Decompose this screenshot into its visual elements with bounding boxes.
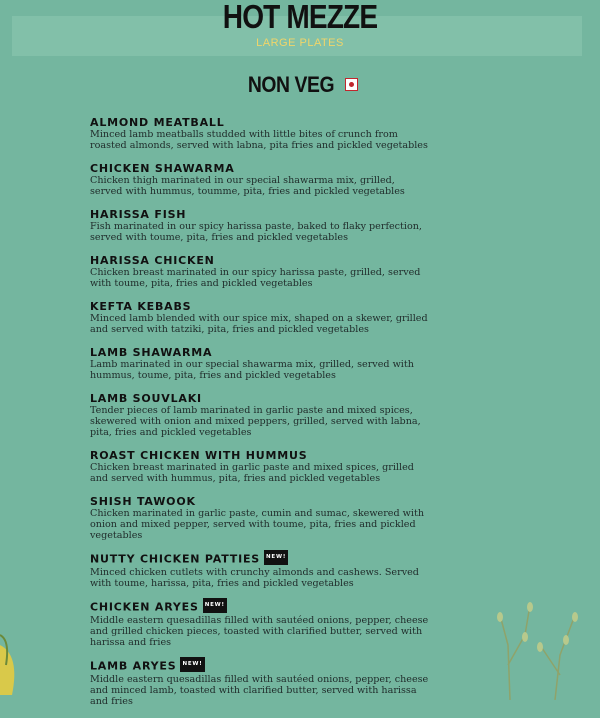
menu-item-description: Minced chicken cutlets with crunchy almonds and cashews. Served with toume, harissa, pita, fries and pickled vegetables [90, 567, 419, 589]
menu-item-description: Chicken breast marinated in our spicy harissa paste, grilled, served with toume, pita, fries and pickled vegetables [90, 267, 421, 289]
menu-item-description: Fish marinated in our spicy harissa paste, baked to flaky perfection, served with toume, pita, fries and pickled vegetables [90, 221, 422, 243]
menu-item [90, 254, 430, 289]
menu-item-name [90, 346, 430, 359]
new-badge: NEW! [180, 657, 204, 672]
menu-item [90, 162, 430, 197]
menu-item-name-text: KEFTA KEBABS [90, 300, 192, 313]
leaf-decoration-icon [0, 625, 30, 700]
menu-item-description: Tender pieces of lamb marinated in garlic paste and mixed spices, skewered with onion and mixed peppers, grilled, served with labna, pita, fries and pickled vegetables [90, 405, 421, 438]
menu-item-name-text: HARISSA FISH [90, 208, 187, 221]
menu-item-name-text: LAMB SOUVLAKI [90, 392, 202, 405]
menu-item-name-text: CHICKEN ARYES [90, 600, 199, 614]
menu-item [90, 208, 430, 243]
menu-item-name [90, 162, 430, 175]
menu-item-name [90, 116, 430, 129]
menu-item-description: Minced lamb blended with our spice mix, shaped on a skewer, grilled and served with tatziki, pita, fries and pickled vegetables [90, 313, 428, 335]
menu-item [90, 449, 430, 484]
menu-item-description: Chicken breast marinated in garlic paste and mixed spices, grilled and served with hummus, pita, fries and pickled vegetables [90, 462, 414, 484]
page-title: HOT MEZZE [222, 0, 378, 35]
section-heading [0, 72, 600, 98]
menu-item-description: Middle eastern quesadillas filled with sautéed onions, pepper, cheese and grilled chicken pieces, toasted with clarified butter, served with harissa and fries [90, 615, 429, 648]
menu-item-name [90, 254, 430, 267]
menu-item-name [90, 495, 430, 508]
menu-item-name [90, 552, 430, 567]
menu-item [90, 300, 430, 335]
menu-item-name [90, 392, 430, 405]
menu-item-name-text: ROAST CHICKEN WITH HUMMUS [90, 449, 308, 462]
menu-item-name [90, 449, 430, 462]
menu-item-description: Minced lamb meatballs studded with little bites of crunch from roasted almonds, served with labna, pita fries and pickled vegetables [90, 129, 428, 151]
menu-item-name [90, 300, 430, 313]
new-badge: NEW! [264, 550, 288, 565]
menu-item [90, 600, 430, 648]
menu-item [90, 116, 430, 151]
menu-item-name [90, 659, 430, 674]
menu-item [90, 495, 430, 541]
menu-item [90, 392, 430, 438]
menu-list [90, 116, 430, 718]
menu-item-name-text: LAMB ARYES [90, 659, 177, 673]
menu-item-description: Chicken marinated in garlic paste, cumin and sumac, skewered with onion and mixed pepper, served with toume, pita, fries and pickled vegetables [90, 508, 424, 541]
menu-item-description: Lamb marinated in our special shawarma mix, grilled, served with hummus, toume, pita, fries and pickled vegetables [90, 359, 414, 381]
menu-item-description: Chicken thigh marinated in our special shawarma mix, grilled, served with hummus, toumme, pita, fries and pickled vegetables [90, 175, 405, 197]
section-title: NON VEG [247, 72, 334, 97]
menu-item-name-text: CHICKEN SHAWARMA [90, 162, 235, 175]
new-badge: NEW! [203, 598, 227, 613]
menu-item-name-text: ALMOND MEATBALL [90, 116, 225, 129]
plant-decoration-icon [480, 585, 600, 700]
menu-item-name-text: HARISSA CHICKEN [90, 254, 215, 267]
menu-item-description: Middle eastern quesadillas filled with sautéed onions, pepper, cheese and minced lamb, toasted with clarified butter, served with harissa and fries [90, 674, 429, 707]
menu-item [90, 552, 430, 589]
menu-item [90, 346, 430, 381]
menu-item-name [90, 600, 430, 615]
menu-item-name-text: SHISH TAWOOK [90, 495, 196, 508]
menu-item-name-text: NUTTY CHICKEN PATTIES [90, 552, 261, 566]
menu-item-name-text: LAMB SHAWARMA [90, 346, 213, 359]
non-veg-indicator-icon [345, 78, 358, 91]
page-subtitle: LARGE PLATES [256, 37, 344, 49]
menu-item-name [90, 208, 430, 221]
